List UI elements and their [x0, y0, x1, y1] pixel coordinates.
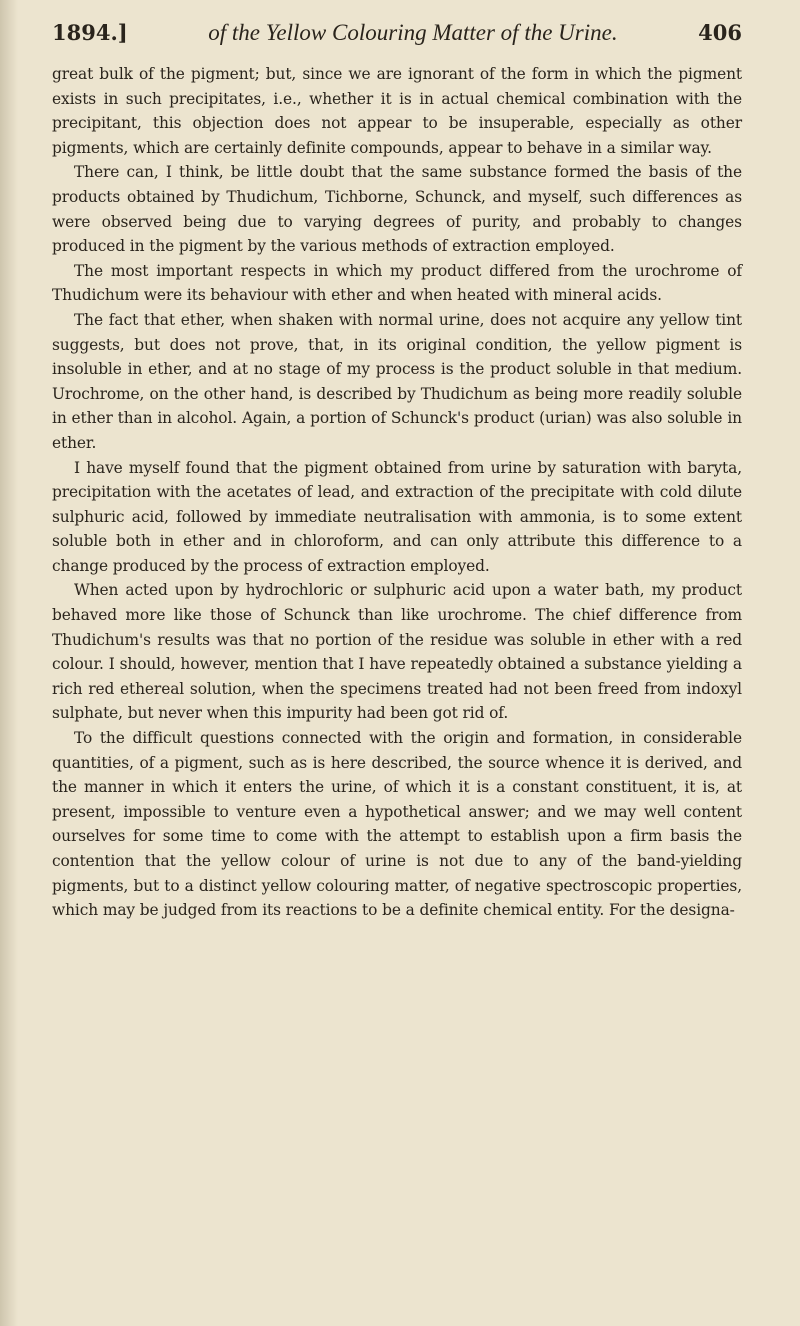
running-head-title: of the Yellow Colouring Matter of the Urine. — [208, 20, 618, 45]
paragraph: I have myself found that the pigment obtained from urine by saturation with baryta, precipitation with the acetates of lead, and extraction of the precipitate with cold dilute sulphuric acid, followed by immediate neutralisation with ammonia, is to some extent soluble both in ether and in chloroform, and can only attribute this difference to a change produced by the process of extraction employed. — [52, 458, 742, 575]
running-head-year: 1894.] — [52, 20, 128, 45]
paragraph: The fact that ether, when shaken with normal urine, does not acquire any yellow tint suggests, but does not prove, that, in its original condition, the yellow pigment is insoluble in ether, and at no stage of my process is the product soluble in that medium. Urochrome, on the other hand, is described by Thudichum as being more readily soluble in ether than in alcohol. Again, a portion of Schunck's product (urian) was also soluble in ether. — [52, 310, 742, 452]
running-head — [52, 20, 742, 50]
paragraph: There can, I think, be little doubt that the same substance formed the basis of the products obtained by Thudichum, Tichborne, Schunck, and myself, such differences as were observed being due to varying degrees of purity, and probably to changes produced in the pigment by the various methods of extraction employed. — [52, 163, 742, 256]
paragraph-continuation: great bulk of the pigment; but, since we are ignorant of the form in which the pigment exists in such precipitates, i.e., whether it is in actual chemical combination with the precipitant, this objection does not appear to be insuperable, especially as other pigments, which are certainly definite compounds, appear to behave in a similar way. — [52, 65, 742, 157]
paragraph: The most important respects in which my product differed from the urochrome of Thudichum were its behaviour with ether and when heated with mineral acids. — [52, 261, 742, 305]
body-text — [52, 62, 742, 923]
paragraph: When acted upon by hydrochloric or sulphuric acid upon a water bath, my product behaved more like those of Schunck than like urochrome. The chief difference from Thudichum's results was that no portion of the residue was soluble in ether with a red colour. I should, however, mention that I have repeatedly obtained a substance yielding a rich red ethereal solution, when the specimens treated had not been freed from indoxyl sulphate, but never when this impurity had been got rid of. — [52, 581, 742, 723]
page-number: 406 — [698, 20, 742, 45]
paragraph: To the difficult questions connected with the origin and formation, in considerable quantities, of a pigment, such as is here described, the source whence it is derived, and the manner in which it enters the urine, of which it is a constant constituent, it is, at present, impossible to venture even a hypothetical answer; and we may well content ourselves for some time to come with the attempt to establish upon a firm basis the contention that the yellow colour of urine is not due to any of the band-yielding pigments, but to a distinct yellow colouring matter, of negative spectroscopic properties, which may be judged from its reactions to be a definite chemical entity. For the designa- — [52, 729, 742, 920]
